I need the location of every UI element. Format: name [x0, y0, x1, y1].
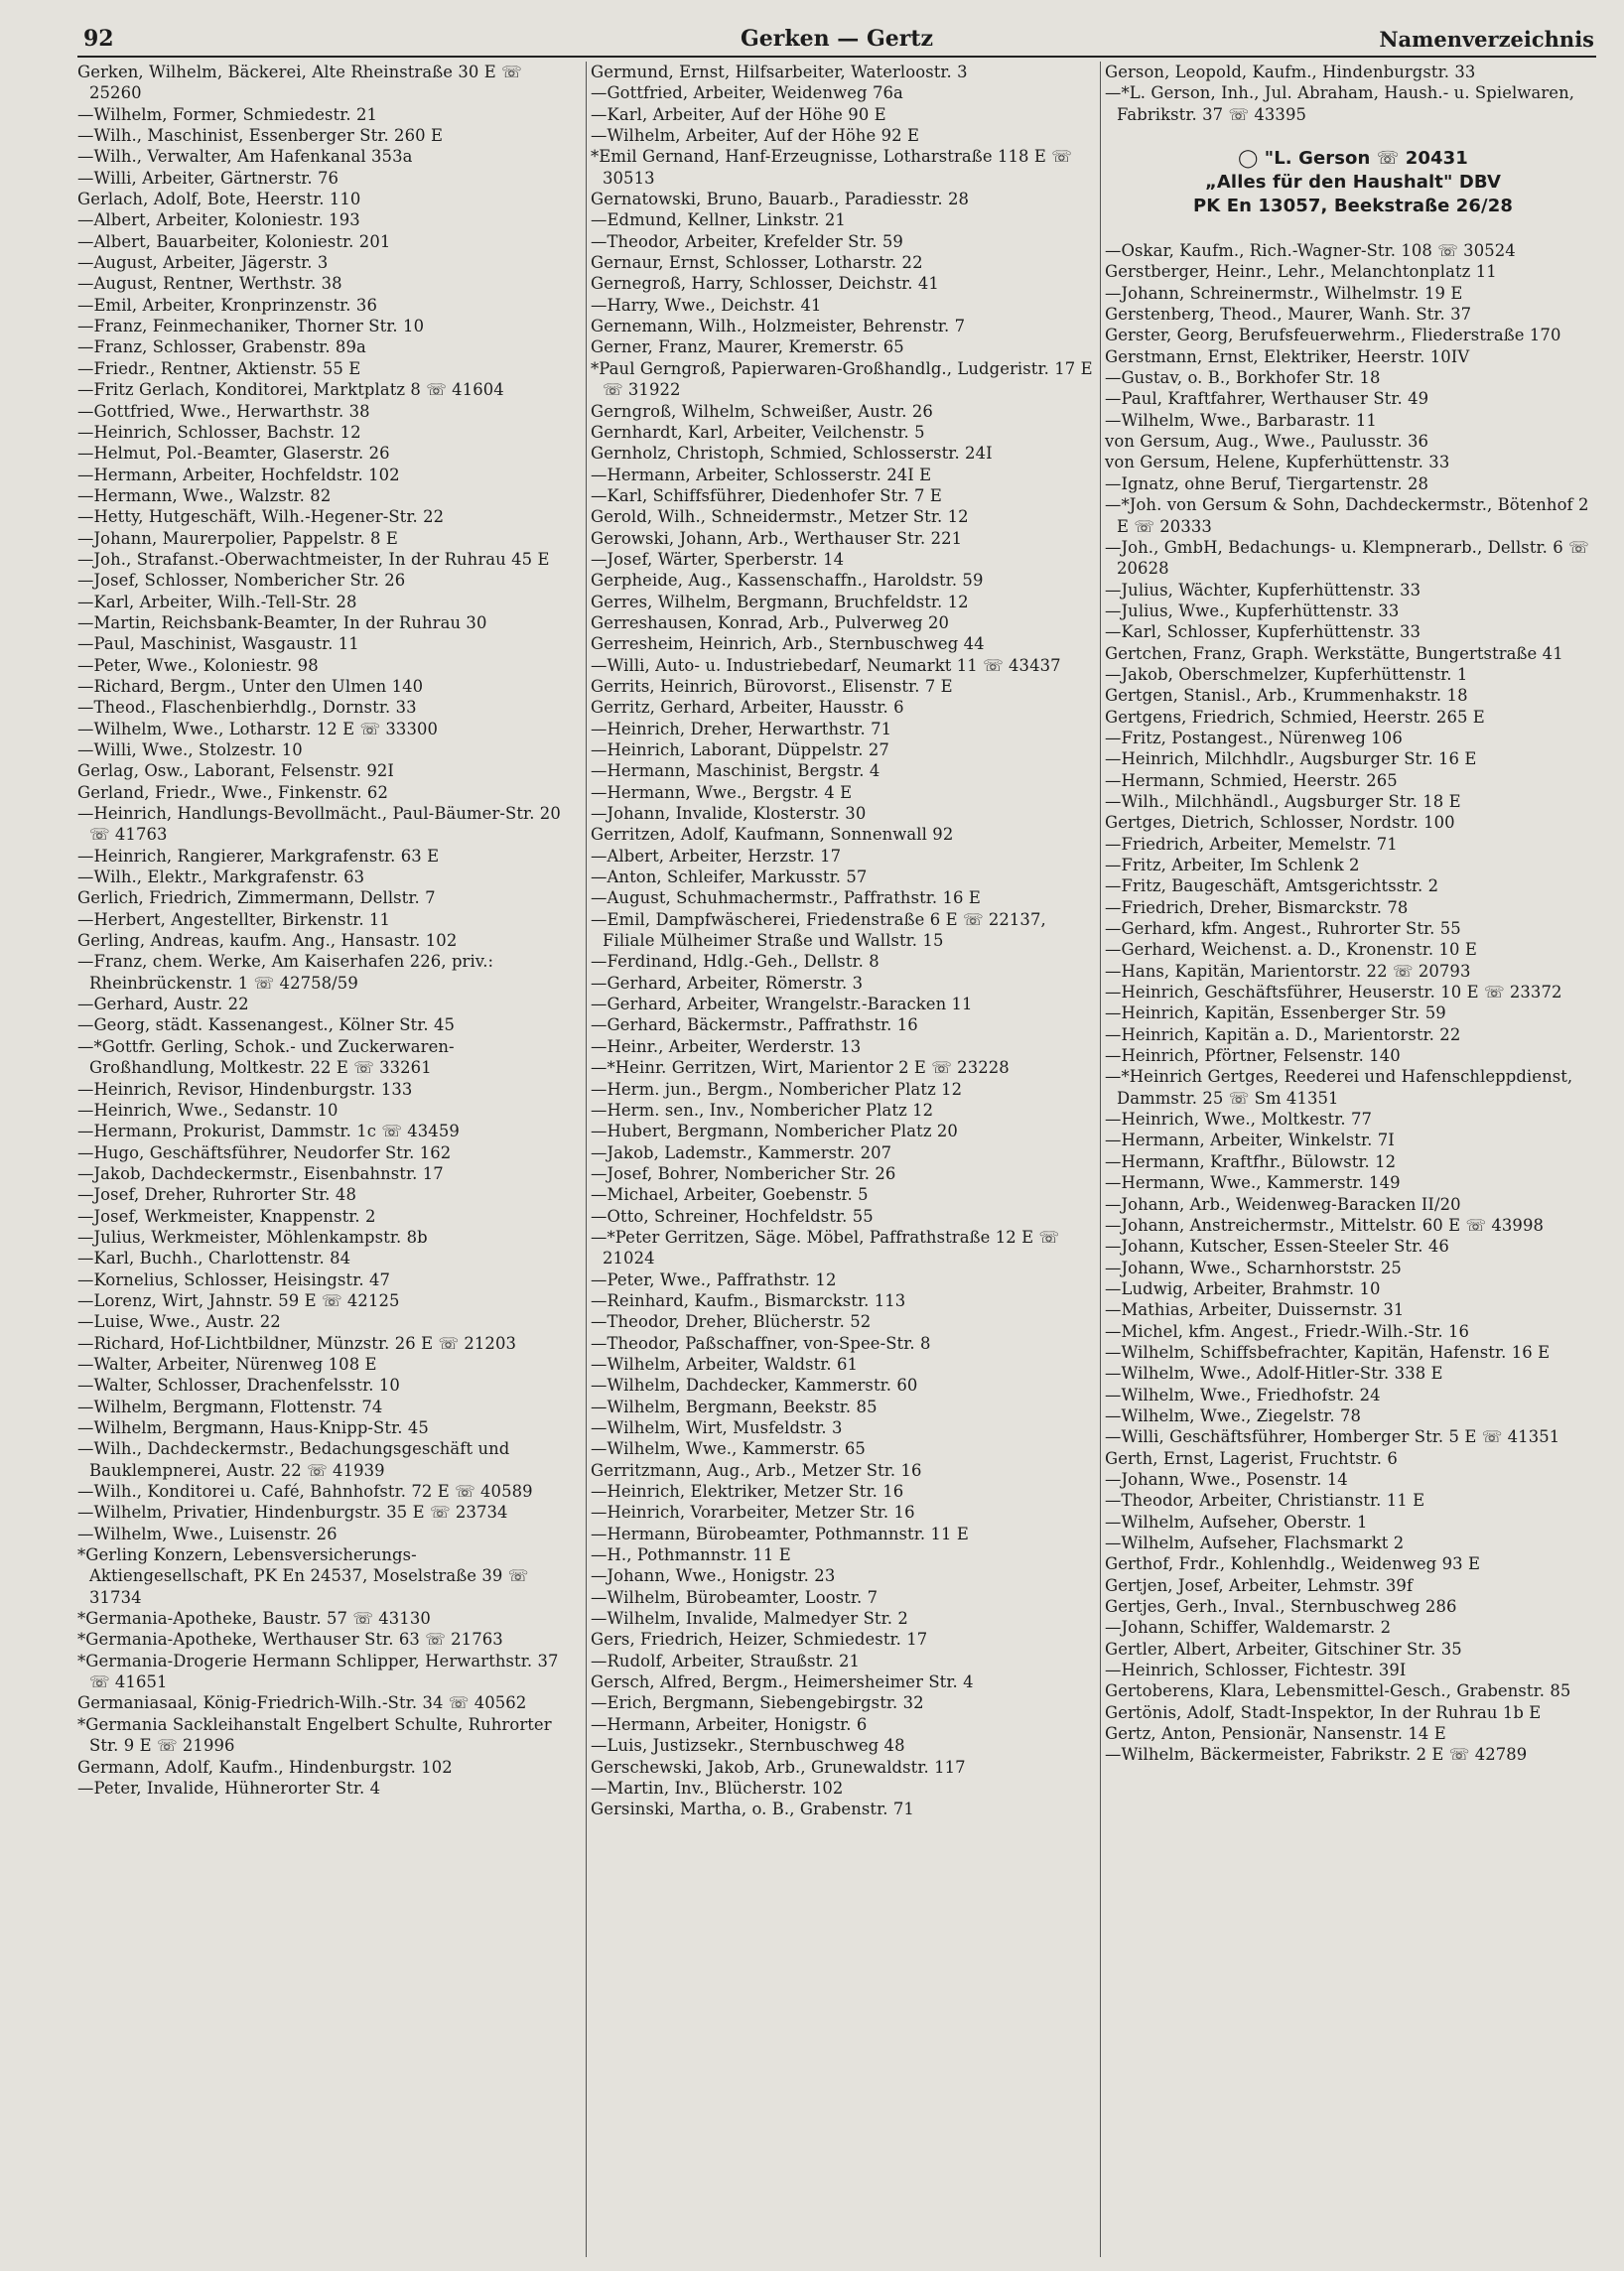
directory-entry: —Hans, Kapitän, Marientorstr. 22 ☏ 20793 — [1105, 961, 1471, 981]
directory-entry: Gernegroß, Harry, Schlosser, Deichstr. 41 — [591, 274, 939, 294]
directory-entry: —Walter, Schlosser, Drachenfelsstr. 10 — [77, 1376, 400, 1396]
directory-entry: —Gerhard, Bäckermstr., Paffrathstr. 16 — [591, 1015, 918, 1035]
directory-entry: —Wilhelm, Wwe., Ziegelstr. 78 — [1105, 1405, 1362, 1425]
directory-entry: —Emil, Dampfwäscherei, Friedenstraße 6 E ☏ 22137, Filiale Mülheimer Straße und Wallstr. 15 — [591, 909, 1046, 951]
directory-entry: —Wilhelm, Bürobeamter, Loostr. 7 — [591, 1587, 879, 1607]
directory-entry: Gerlich, Friedrich, Zimmermann, Dellstr. 7 — [77, 888, 436, 908]
directory-entry: Gerner, Franz, Maurer, Kremerstr. 65 — [591, 337, 904, 357]
directory-entry: —Karl, Schiffsführer, Diedenhofer Str. 7 E — [591, 485, 942, 505]
directory-entry: Gerling, Andreas, kaufm. Ang., Hansastr. 102 — [77, 931, 458, 951]
directory-entry: —August, Rentner, Werthstr. 38 — [77, 274, 342, 294]
directory-entry: —Theodor, Arbeiter, Krefelder Str. 59 — [591, 231, 903, 251]
directory-entry: —Heinrich, Rangierer, Markgrafenstr. 63 E — [77, 846, 440, 866]
directory-entry: —Hubert, Bergmann, Nombericher Platz 20 — [591, 1122, 958, 1141]
directory-entry: —Theodor, Arbeiter, Christianstr. 11 E — [1105, 1491, 1425, 1511]
page-header — [77, 20, 1596, 58]
directory-entry: *Paul Gerngroß, Papierwaren-Großhandlg., Ludgeristr. 17 E ☏ 31922 — [591, 358, 1093, 400]
directory-entry: —Josef, Werkmeister, Knappenstr. 2 — [77, 1206, 376, 1226]
directory-entry: Gerlag, Osw., Laborant, Felsenstr. 92I — [77, 761, 394, 781]
directory-entry: —*Heinrich Gertges, Reederei und Hafenschleppdienst, Dammstr. 25 ☏ Sm 41351 — [1105, 1067, 1573, 1108]
directory-entry: *Germania-Drogerie Hermann Schlipper, Herwarthstr. 37 ☏ 41651 — [77, 1651, 559, 1692]
directory-entry: Gertgen, Stanisl., Arb., Krummenhakstr. 18 — [1105, 686, 1468, 706]
directory-entry: Gerpheide, Aug., Kassenschaffn., Haroldstr. 59 — [591, 571, 984, 591]
column-left — [77, 62, 574, 2257]
directory-entry: Gernemann, Wilh., Holzmeister, Behrenstr. 7 — [591, 317, 966, 336]
directory-entry: —Albert, Arbeiter, Koloniestr. 193 — [77, 210, 360, 230]
directory-entry: —Wilh., Verwalter, Am Hafenkanal 353a — [77, 147, 413, 167]
directory-entry: —Wilhelm, Wwe., Lotharstr. 12 E ☏ 33300 — [77, 719, 439, 738]
directory-entry: —Wilhelm, Wwe., Friedhofstr. 24 — [1105, 1385, 1381, 1404]
directory-entry: —Hugo, Geschäftsführer, Neudorfer Str. 162 — [77, 1142, 452, 1162]
directory-entry: —Hermann, Arbeiter, Honigstr. 6 — [591, 1714, 868, 1734]
directory-entry: —Wilhelm, Privatier, Hindenburgstr. 35 E ☏ 23734 — [77, 1503, 508, 1523]
directory-entry: *Emil Gernand, Hanf-Erzeugnisse, Lotharstraße 118 E ☏ 30513 — [591, 147, 1072, 188]
directory-entry: —Wilhelm, Schiffsbefrachter, Kapitän, Hafenstr. 16 E — [1105, 1342, 1551, 1362]
directory-entry: —Emil, Arbeiter, Kronprinzenstr. 36 — [77, 295, 377, 315]
directory-entry: —Herm. jun., Bergm., Nombericher Platz 12 — [591, 1079, 963, 1099]
directory-entry: —Ignatz, ohne Beruf, Tiergartenstr. 28 — [1105, 473, 1429, 493]
directory-entry: Germann, Adolf, Kaufm., Hindenburgstr. 102 — [77, 1757, 453, 1777]
directory-entry: —Heinrich, Geschäftsführer, Heuserstr. 10 E ☏ 23372 — [1105, 983, 1562, 1002]
directory-entry: —Ferdinand, Hdlg.-Geh., Dellstr. 8 — [591, 952, 880, 972]
directory-entry: Gerthof, Frdr., Kohlenhdlg., Weidenweg 93 E — [1105, 1554, 1481, 1574]
directory-entry: —Albert, Bauarbeiter, Koloniestr. 201 — [77, 231, 391, 251]
directory-entry: —Mathias, Arbeiter, Duissernstr. 31 — [1105, 1300, 1405, 1320]
directory-entry: Gertönis, Adolf, Stadt-Inspektor, In der Ruhrau 1b E — [1105, 1702, 1542, 1722]
directory-entry: —Hermann, Wwe., Kammerstr. 149 — [1105, 1173, 1401, 1193]
directory-entry: —Heinrich, Dreher, Herwarthstr. 71 — [591, 719, 892, 738]
directory-entry: Gerster, Georg, Berufsfeuerwehrm., Fliederstraße 170 — [1105, 326, 1561, 345]
directory-entry: Gerowski, Johann, Arb., Werthauser Str. 221 — [591, 528, 963, 548]
directory-entry: —August, Arbeiter, Jägerstr. 3 — [77, 253, 329, 273]
directory-entry: Gertgens, Friedrich, Schmied, Heerstr. 265 E — [1105, 707, 1485, 727]
directory-entry: —Fritz, Baugeschäft, Amtsgerichtsstr. 2 — [1105, 876, 1439, 896]
directory-entry: Gersch, Alfred, Bergm., Heimersheimer Str. 4 — [591, 1672, 974, 1692]
directory-entry: —Albert, Arbeiter, Herzstr. 17 — [591, 846, 842, 866]
directory-entry: *Germania-Apotheke, Baustr. 57 ☏ 43130 — [77, 1609, 431, 1629]
directory-entry: —Gottfried, Arbeiter, Weidenweg 76a — [591, 83, 903, 103]
directory-entry: —Willi, Wwe., Stolzestr. 10 — [77, 740, 303, 759]
directory-entry: —Heinrich, Laborant, Düppelstr. 27 — [591, 740, 889, 759]
directory-entry: —Heinr., Arbeiter, Werderstr. 13 — [591, 1036, 862, 1056]
directory-entry: Gerschewski, Jakob, Arb., Grunewaldstr. 117 — [591, 1757, 966, 1777]
directory-entry: —Wilh., Maschinist, Essenberger Str. 260 E — [77, 126, 444, 146]
directory-entry: —Heinrich, Wwe., Moltkestr. 77 — [1105, 1110, 1373, 1130]
directory-entry: —Wilhelm, Invalide, Malmedyer Str. 2 — [591, 1609, 908, 1629]
directory-entry: —Wilh., Milchhändl., Augsburger Str. 18 E — [1105, 791, 1461, 811]
directory-entry: —Hermann, Arbeiter, Winkelstr. 7I — [1105, 1131, 1395, 1150]
advertisement-box — [1105, 125, 1601, 240]
directory-entry: Gerland, Friedr., Wwe., Finkenstr. 62 — [77, 782, 388, 802]
directory-entry: —Martin, Inv., Blücherstr. 102 — [591, 1778, 844, 1798]
directory-entry: Gerresheim, Heinrich, Arb., Sternbuschweg 44 — [591, 634, 985, 654]
column-middle — [586, 62, 1095, 2257]
directory-entry: Gernhardt, Karl, Arbeiter, Veilchenstr. 5 — [591, 422, 925, 442]
directory-entry: —Karl, Buchh., Charlottenstr. 84 — [77, 1249, 351, 1269]
directory-entry: —Wilhelm, Former, Schmiedestr. 21 — [77, 104, 378, 124]
directory-entry: —Michel, kfm. Angest., Friedr.-Wilh.-Str. 16 — [1105, 1321, 1470, 1341]
directory-entry: —Fritz, Arbeiter, Im Schlenk 2 — [1105, 856, 1360, 874]
directory-entry: —Heinrich, Kapitän a. D., Marientorstr. 22 — [1105, 1024, 1461, 1044]
directory-entry: —Heinrich, Revisor, Hindenburgstr. 133 — [77, 1079, 413, 1099]
directory-entry: —Gerhard, kfm. Angest., Ruhrorter Str. 55 — [1105, 919, 1461, 939]
directory-entry: —Richard, Hof-Lichtbildner, Münzstr. 26 E ☏ 21203 — [77, 1333, 517, 1353]
ad-line-3: PK En 13057, Beekstraße 26/28 — [1193, 196, 1513, 217]
directory-entry: —Wilhelm, Aufseher, Flachsmarkt 2 — [1105, 1534, 1405, 1552]
directory-entry: Gernatowski, Bruno, Bauarb., Paradiesstr. 28 — [591, 190, 970, 209]
directory-entry: —August, Schuhmachermstr., Paffrathstr. 16 E — [591, 888, 981, 908]
directory-entry: —Wilhelm, Arbeiter, Waldstr. 61 — [591, 1354, 859, 1374]
directory-entry: —Johann, Maurerpolier, Pappelstr. 8 E — [77, 528, 398, 548]
directory-entry: Germaniasaal, König-Friedrich-Wilh.-Str. 34 ☏ 40562 — [77, 1693, 527, 1713]
directory-entry: —Hermann, Wwe., Bergstr. 4 E — [591, 782, 853, 802]
directory-entry: —Johann, Invalide, Klosterstr. 30 — [591, 804, 867, 824]
directory-entry: —Peter, Wwe., Koloniestr. 98 — [77, 655, 319, 675]
column-right — [1100, 62, 1601, 2257]
directory-entry: —Josef, Bohrer, Nombericher Str. 26 — [591, 1163, 896, 1183]
directory-entry: Gersinski, Martha, o. B., Grabenstr. 71 — [591, 1800, 914, 1819]
directory-entry: —Wilhelm, Dachdecker, Kammerstr. 60 — [591, 1376, 918, 1396]
directory-entry: Gerstenberg, Theod., Maurer, Wanh. Str. 37 — [1105, 305, 1472, 325]
running-title: Gerken — Gertz — [741, 26, 933, 52]
directory-entry: —Theodor, Dreher, Blücherstr. 52 — [591, 1312, 872, 1332]
directory-entry: Gertz, Anton, Pensionär, Nansenstr. 14 E — [1105, 1724, 1446, 1744]
directory-entry: —*Joh. von Gersum & Sohn, Dachdeckermstr., Bötenhof 2 E ☏ 20333 — [1105, 495, 1589, 536]
directory-entry: —Anton, Schleifer, Markusstr. 57 — [591, 868, 868, 887]
directory-entry: —Franz, chem. Werke, Am Kaiserhafen 226, priv.: Rheinbrückenstr. 1 ☏ 42758/59 — [77, 952, 494, 993]
directory-entry: —Wilhelm, Bergmann, Flottenstr. 74 — [77, 1397, 383, 1416]
directory-entry: Gertjes, Gerh., Inval., Sternbuschweg 286 — [1105, 1597, 1457, 1617]
directory-entry: —Helmut, Pol.-Beamter, Glaserstr. 26 — [77, 444, 390, 464]
directory-entry: —Karl, Arbeiter, Auf der Höhe 90 E — [591, 104, 886, 124]
directory-entry: —Julius, Werkmeister, Möhlenkampstr. 8b — [77, 1227, 428, 1247]
directory-entry: —Michael, Arbeiter, Goebenstr. 5 — [591, 1185, 869, 1205]
directory-entry: —Walter, Arbeiter, Nürenweg 108 E — [77, 1354, 377, 1374]
directory-entry: —Josef, Wärter, Sperberstr. 14 — [591, 549, 845, 569]
directory-entry: —Johann, Schiffer, Waldemarstr. 2 — [1105, 1618, 1392, 1638]
directory-entry: —Willi, Geschäftsführer, Homberger Str. 5 E ☏ 41351 — [1105, 1427, 1560, 1447]
directory-entry: —Harry, Wwe., Deichstr. 41 — [591, 295, 822, 315]
directory-entry: —Erich, Bergmann, Siebengebirgstr. 32 — [591, 1693, 924, 1713]
directory-entry: —Heinrich, Kapitän, Essenberger Str. 59 — [1105, 1003, 1446, 1023]
directory-entry: —Wilhelm, Arbeiter, Auf der Höhe 92 E — [591, 126, 920, 146]
directory-entry: —Hetty, Hutgeschäft, Wilh.-Hegener-Str. 22 — [77, 507, 445, 527]
directory-entry: Gerreshausen, Konrad, Arb., Pulverweg 20 — [591, 612, 949, 632]
directory-entry: —Heinrich, Pförtner, Felsenstr. 140 — [1105, 1046, 1401, 1066]
directory-entry: —Paul, Maschinist, Wasgaustr. 11 — [77, 634, 359, 654]
directory-entry: —Gerhard, Arbeiter, Römerstr. 3 — [591, 973, 864, 993]
directory-entry: *Germania Sackleihanstalt Engelbert Schulte, Ruhrorter Str. 9 E ☏ 21996 — [77, 1714, 552, 1756]
directory-entry: —Heinrich, Elektriker, Metzer Str. 16 — [591, 1482, 904, 1502]
directory-entry: —Friedr., Rentner, Aktienstr. 55 E — [77, 358, 361, 378]
directory-entry: —Wilh., Konditorei u. Café, Bahnhofstr. 72 E ☏ 40589 — [77, 1482, 533, 1502]
directory-entry: —Willi, Auto- u. Industriebedarf, Neumarkt 11 ☏ 43437 — [591, 655, 1061, 675]
directory-entry: —Wilhelm, Wirt, Musfeldstr. 3 — [591, 1418, 843, 1437]
directory-entry: —Hermann, Bürobeamter, Pothmannstr. 11 E — [591, 1524, 969, 1543]
directory-entry: —Karl, Schlosser, Kupferhüttenstr. 33 — [1105, 622, 1421, 642]
directory-entry: —Otto, Schreiner, Hochfeldstr. 55 — [591, 1206, 874, 1226]
directory-entry: Gernaur, Ernst, Schlosser, Lotharstr. 22 — [591, 253, 923, 273]
directory-entry: —Gerhard, Arbeiter, Wrangelstr.-Baracken 11 — [591, 995, 973, 1014]
directory-entry: —Paul, Kraftfahrer, Werthauser Str. 49 — [1105, 389, 1429, 409]
directory-entry: —Fritz, Postangest., Nürenweg 106 — [1105, 728, 1403, 747]
directory-entry: —Franz, Feinmechaniker, Thorner Str. 10 — [77, 317, 425, 336]
directory-entry: —Georg, städt. Kassenangest., Kölner Str. 45 — [77, 1015, 456, 1035]
directory-entry: —Wilhelm, Bergmann, Beekstr. 85 — [591, 1397, 878, 1416]
page-number: 92 — [83, 26, 114, 52]
directory-entry: —Johann, Kutscher, Essen-Steeler Str. 46 — [1105, 1237, 1449, 1257]
directory-entry: —Hermann, Kraftfhr., Bülowstr. 12 — [1105, 1151, 1397, 1171]
directory-entry: Gertoberens, Klara, Lebensmittel-Gesch., Grabenstr. 85 — [1105, 1681, 1571, 1701]
directory-entry: —Heinrich, Schlosser, Fichtestr. 39I — [1105, 1661, 1407, 1680]
directory-entry: —Wilhelm, Wwe., Kammerstr. 65 — [591, 1439, 866, 1459]
directory-entry: —Karl, Arbeiter, Wilh.-Tell-Str. 28 — [77, 592, 357, 611]
directory-entry: —Joh., GmbH, Bedachungs- u. Klempnerarb., Dellstr. 6 ☏ 20628 — [1105, 537, 1589, 579]
directory-entry: —Peter, Wwe., Paffrathstr. 12 — [591, 1269, 837, 1289]
directory-entry: Germund, Ernst, Hilfsarbeiter, Waterloostr. 3 — [591, 63, 968, 81]
directory-entry: Gerrits, Heinrich, Bürovorst., Elisenstr. 7 E — [591, 676, 953, 696]
directory-entry: —Wilh., Dachdeckermstr., Bedachungsgeschäft und Bauklempnerei, Austr. 22 ☏ 41939 — [77, 1439, 510, 1480]
directory-entry: —Johann, Wwe., Posenstr. 14 — [1105, 1469, 1348, 1489]
directory-entry: —*Heinr. Gerritzen, Wirt, Marientor 2 E ☏ 23228 — [591, 1058, 1010, 1078]
directory-entry: —H., Pothmannstr. 11 E — [591, 1545, 791, 1565]
directory-entry: —Theodor, Paßschaffner, von-Spee-Str. 8 — [591, 1333, 931, 1353]
ad-line-2: „Alles für den Haushalt" DBV — [1204, 172, 1502, 194]
directory-entry: Gerritzen, Adolf, Kaufmann, Sonnenwall 92 — [591, 825, 954, 845]
directory-entry: —Gustav, o. B., Borkhofer Str. 18 — [1105, 368, 1381, 388]
directory-entry: —Friedrich, Dreher, Bismarckstr. 78 — [1105, 897, 1409, 917]
directory-entry: —Josef, Dreher, Ruhrorter Str. 48 — [77, 1185, 356, 1205]
directory-entry: —Hermann, Prokurist, Dammstr. 1c ☏ 43459 — [77, 1122, 460, 1141]
directory-entry: —Julius, Wächter, Kupferhüttenstr. 33 — [1105, 580, 1421, 600]
directory-entry: —Hermann, Arbeiter, Schlosserstr. 24I E — [591, 465, 932, 484]
directory-entry: Gertchen, Franz, Graph. Werkstätte, Bungertstraße 41 — [1105, 643, 1563, 663]
directory-entry: —Wilhelm, Wwe., Barbarastr. 11 — [1105, 410, 1377, 430]
directory-entry: —Oskar, Kaufm., Rich.-Wagner-Str. 108 ☏ 30524 — [1105, 241, 1516, 261]
directory-entry: —Johann, Anstreichermstr., Mittelstr. 60 E ☏ 43998 — [1105, 1215, 1545, 1235]
directory-entry: Gerson, Leopold, Kaufm., Hindenburgstr. 33 — [1105, 63, 1476, 81]
directory-entry: —Luis, Justizsekr., Sternbuschweg 48 — [591, 1736, 905, 1756]
directory-entry: —Ludwig, Arbeiter, Brahmstr. 10 — [1105, 1278, 1381, 1298]
directory-entry: Gertjen, Josef, Arbeiter, Lehmstr. 39f — [1105, 1575, 1414, 1595]
directory-entry: —Gerhard, Austr. 22 — [77, 995, 249, 1014]
directory-entry: —Gottfried, Wwe., Herwarthstr. 38 — [77, 401, 370, 421]
directory-entry: Gerold, Wilh., Schneidermstr., Metzer Str. 12 — [591, 507, 969, 527]
directory-entry: —Hermann, Maschinist, Bergstr. 4 — [591, 761, 880, 781]
directory-entry: Gerth, Ernst, Lagerist, Fruchtstr. 6 — [1105, 1448, 1398, 1468]
directory-entry: —*Gottfr. Gerling, Schok.- und Zuckerwaren-Großhandlung, Moltkestr. 22 E ☏ 33261 — [77, 1036, 455, 1078]
directory-entry: —Hermann, Arbeiter, Hochfeldstr. 102 — [77, 465, 400, 484]
directory-entry: —Fritz Gerlach, Konditorei, Marktplatz 8 ☏ 41604 — [77, 380, 504, 400]
directory-entry: —Johann, Arb., Weidenweg-Baracken II/20 — [1105, 1194, 1461, 1214]
directory-entry: Gers, Friedrich, Heizer, Schmiedestr. 17 — [591, 1630, 928, 1650]
directory-entry: Gerritzmann, Aug., Arb., Metzer Str. 16 — [591, 1460, 922, 1480]
directory-entry: —Franz, Schlosser, Grabenstr. 89a — [77, 337, 366, 357]
directory-entry: —Friedrich, Arbeiter, Memelstr. 71 — [1105, 834, 1398, 854]
directory-entry: —Rudolf, Arbeiter, Straußstr. 21 — [591, 1651, 861, 1670]
directory-entry: —Johann, Schreinermstr., Wilhelmstr. 19 E — [1105, 283, 1463, 303]
directory-entry: —Wilh., Elektr., Markgrafenstr. 63 — [77, 868, 365, 887]
directory-entry: —Hermann, Wwe., Walzstr. 82 — [77, 485, 332, 505]
directory-entry: —*Peter Gerritzen, Säge. Möbel, Paffrathstraße 12 E ☏ 21024 — [591, 1227, 1060, 1269]
directory-entry: —Jakob, Lademstr., Kammerstr. 207 — [591, 1142, 892, 1162]
directory-entry: Gerstberger, Heinr., Lehr., Melanchtonplatz 11 — [1105, 262, 1497, 282]
directory-entry: —Reinhard, Kaufm., Bismarckstr. 113 — [591, 1290, 906, 1310]
directory-entry: —Hermann, Schmied, Heerstr. 265 — [1105, 770, 1398, 790]
directory-entry: —Wilhelm, Bergmann, Haus-Knipp-Str. 45 — [77, 1418, 429, 1437]
directory-entry: —Luise, Wwe., Austr. 22 — [77, 1312, 281, 1332]
directory-entry: —Joh., Strafanst.-Oberwachtmeister, In der Ruhrau 45 E — [77, 549, 550, 569]
directory-entry: —Wilhelm, Wwe., Luisenstr. 26 — [77, 1524, 338, 1543]
directory-entry: —Josef, Schlosser, Nombericher Str. 26 — [77, 571, 406, 591]
directory-entry: —Peter, Invalide, Hühnerorter Str. 4 — [77, 1778, 381, 1798]
directory-entry: Gerritz, Gerhard, Arbeiter, Hausstr. 6 — [591, 698, 904, 718]
directory-entry: —Herbert, Angestellter, Birkenstr. 11 — [77, 909, 391, 929]
directory-entry: —Martin, Reichsbank-Beamter, In der Ruhrau 30 — [77, 612, 487, 632]
directory-entry: Gerlach, Adolf, Bote, Heerstr. 110 — [77, 190, 361, 209]
directory-entry: —Heinrich, Milchhdlr., Augsburger Str. 16 E — [1105, 749, 1477, 769]
directory-entry: —Kornelius, Schlosser, Heisingstr. 47 — [77, 1269, 391, 1289]
directory-entry: —Heinrich, Handlungs-Bevollmächt., Paul-Bäumer-Str. 20 ☏ 41763 — [77, 804, 561, 845]
directory-entry: —Lorenz, Wirt, Jahnstr. 59 E ☏ 42125 — [77, 1290, 400, 1310]
directory-entry: *Gerling Konzern, Lebensversicherungs-Aktiengesellschaft, PK En 24537, Moselstraße 39 ☏ 31734 — [77, 1545, 529, 1607]
directory-entry: —Wilhelm, Bäckermeister, Fabrikstr. 2 E ☏ 42789 — [1105, 1745, 1528, 1765]
section-title: Namenverzeichnis — [1379, 27, 1594, 52]
directory-entry: Gertges, Dietrich, Schlosser, Nordstr. 100 — [1105, 813, 1455, 833]
directory-entry: —*L. Gerson, Inh., Jul. Abraham, Haush.- u. Spielwaren, Fabrikstr. 37 ☏ 43395 — [1105, 83, 1575, 124]
directory-entry: —Wilhelm, Wwe., Adolf-Hitler-Str. 338 E — [1105, 1364, 1443, 1384]
directory-entry: Gerres, Wilhelm, Bergmann, Bruchfeldstr. 12 — [591, 592, 969, 611]
directory-entry: von Gersum, Helene, Kupferhüttenstr. 33 — [1105, 453, 1450, 472]
directory-entry: —Wilhelm, Aufseher, Oberstr. 1 — [1105, 1512, 1368, 1532]
ad-line-1: ◯ "L. Gerson ☏ 20431 — [1238, 148, 1468, 170]
directory-entry: —Julius, Wwe., Kupferhüttenstr. 33 — [1105, 601, 1400, 620]
directory-entry: Gerken, Wilhelm, Bäckerei, Alte Rheinstraße 30 E ☏ 25260 — [77, 63, 522, 103]
directory-entry: Gernholz, Christoph, Schmied, Schlosserstr. 24I — [591, 444, 993, 464]
directory-entry: —Johann, Wwe., Honigstr. 23 — [591, 1566, 836, 1586]
directory-entry: —Willi, Arbeiter, Gärtnerstr. 76 — [77, 168, 339, 188]
directory-entry: —Gerhard, Weichenst. a. D., Kronenstr. 10 E — [1105, 940, 1477, 960]
directory-entry: —Theod., Flaschenbierhdlg., Dornstr. 33 — [77, 698, 417, 718]
directory-entry: Gertler, Albert, Arbeiter, Gitschiner Str. 35 — [1105, 1639, 1462, 1659]
directory-entry: *Germania-Apotheke, Werthauser Str. 63 ☏ 21763 — [77, 1630, 503, 1650]
directory-entry: —Herm. sen., Inv., Nombericher Platz 12 — [591, 1100, 934, 1120]
directory-entry: —Johann, Wwe., Scharnhorststr. 25 — [1105, 1258, 1402, 1277]
directory-entry: Gerstmann, Ernst, Elektriker, Heerstr. 10IV — [1105, 346, 1470, 366]
directory-entry: —Heinrich, Vorarbeiter, Metzer Str. 16 — [591, 1503, 915, 1523]
directory-entry: —Jakob, Dachdeckermstr., Eisenbahnstr. 17 — [77, 1163, 444, 1183]
directory-entry: —Heinrich, Schlosser, Bachstr. 12 — [77, 422, 361, 442]
directory-entry: von Gersum, Aug., Wwe., Paulusstr. 36 — [1105, 432, 1429, 452]
directory-entry: —Richard, Bergm., Unter den Ulmen 140 — [77, 676, 424, 696]
directory-entry: —Heinrich, Wwe., Sedanstr. 10 — [77, 1100, 338, 1120]
directory-entry: —Edmund, Kellner, Linkstr. 21 — [591, 210, 846, 230]
directory-entry: —Jakob, Oberschmelzer, Kupferhüttenstr. 1 — [1105, 664, 1468, 684]
directory-entry: Gerngroß, Wilhelm, Schweißer, Austr. 26 — [591, 401, 933, 421]
